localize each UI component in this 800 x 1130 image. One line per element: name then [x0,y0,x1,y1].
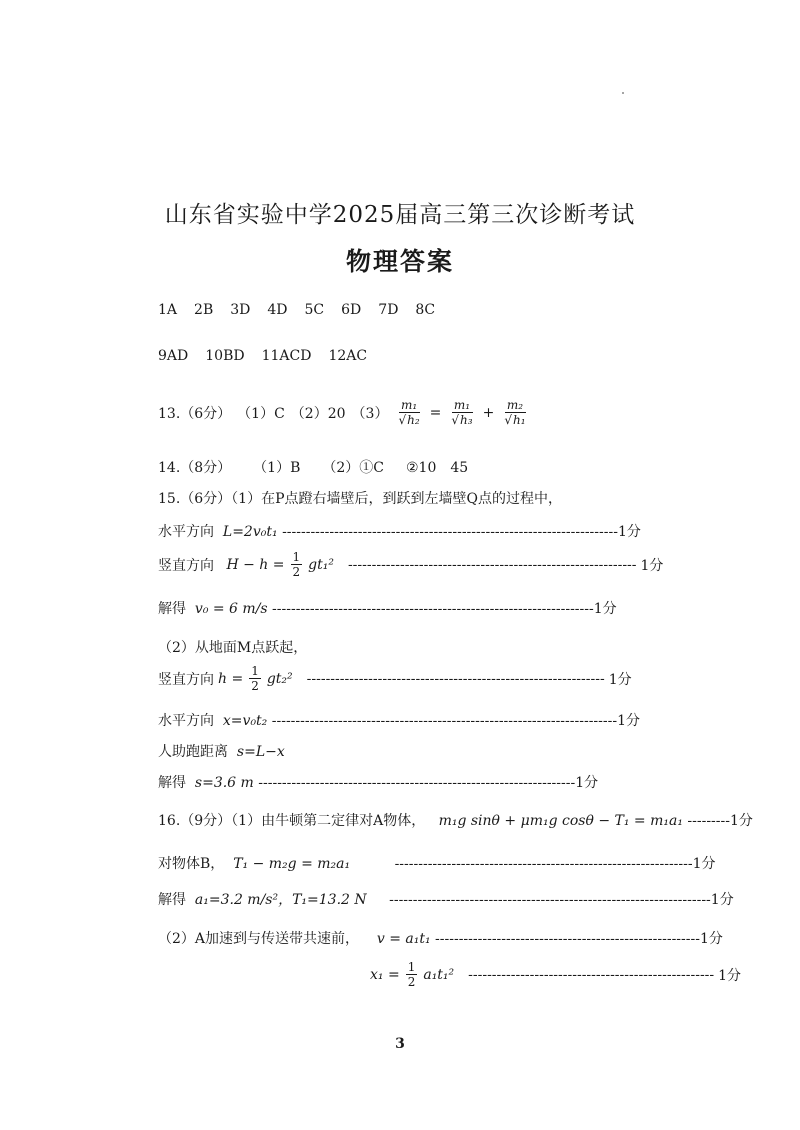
q16-line-1: 16.（9分）（1）由牛顿第二定律对A物体， m₁g sinθ + μm₁g cosθ − T₁ = m₁a₁ ---------1分 [158,813,753,829]
answer-9: 9AD [158,348,189,364]
q13-part2: （2）20 [290,405,346,422]
answer-12: 12AC [328,348,368,364]
q15-line-6: 人助跑距离 s=L−x [158,744,285,760]
q14-part1: （1）B [253,460,301,476]
q16-line-3: 解得 a₁=3.2 m/s²，T₁=13.2 N --------------------------------------------------------------------1分 [158,892,734,908]
q15-line-4: 竖直方向 h = $\frac{1}{2}$ gt₂² --------------------------------------------------------------- 1分 [158,664,632,693]
q14-line [158,457,468,477]
q15-half-fraction-2: $\frac{1}{2}$ [251,664,259,693]
q15-line-5: 水平方向 x=v₀t₂ -------------------------------------------------------------------------1分 [158,713,640,729]
q16-half-fraction: $\frac{1}{2}$ [407,960,416,989]
answer-1: 1A [158,302,178,318]
choice-answers-row-1 [158,302,452,318]
q14-part3: ②10 45 [406,460,469,476]
scan-speck [622,92,624,94]
answer-11: 11ACD [261,348,312,364]
page-number: 3 [395,1036,405,1052]
q15-intro: 15.（6分）（1）在P点蹬右墙壁后，到跃到左墙壁Q点的过程中， [158,491,562,507]
exam-title: 山东省实验中学2025届高三第三次诊断考试 [164,202,636,228]
q15-half-fraction: $\frac{1}{2}$ [292,550,301,579]
q13-part3: （3） [351,405,389,422]
answer-10: 10BD [205,348,245,364]
answer-5: 5C [304,302,325,318]
q14-label: 14.（8分） [158,460,232,476]
q16-line-5: x₁ = $\frac{1}{2}$ a₁t₁² ---------------------------------------------------- 1分 [370,960,742,989]
q15-line-7: 解得 s=3.6 m -------------------------------------------------------------------1分 [158,775,599,791]
q15-line-3: 解得 v₀ = 6 m/s --------------------------------------------------------------------1分 [158,601,617,617]
q16-line-2: 对物体B， T₁ − m₂g = m₂a₁ ---------------------------------------------------------------1分 [158,856,716,872]
q15-line-2: 竖直方向 H − h = $\frac{1}{2}$ gt₁² ------------------------------------------------------------- 1分 [158,550,664,579]
answer-7: 7D [378,302,399,318]
q16-intro: 16.（9分）（1）由牛顿第二定律对A物体， [158,813,426,829]
q13-label: 13.（6分） [158,405,232,422]
q13-part1: （1）C [237,405,285,422]
answer-4: 4D [267,302,288,318]
q16-line-4: （2）A加速到与传送带共速前， v = a₁t₁ --------------------------------------------------------1分 [158,931,723,947]
answer-6: 6D [341,302,362,318]
choice-answers-row-2 [158,348,384,364]
q13-line: 13.（6分） （1）C （2）20 （3） $\frac{\text{m₁}}{\text{√h₂}}$ = $\frac{\text{m₁}}{\text{√h₃}}$ + $\frac{\text{m₂}}{\text{√h₁}}$ [158,398,526,427]
q15-line-1: 水平方向 L=2v₀t₁ -----------------------------------------------------------------------1分 [158,524,641,540]
answer-8: 8C [415,302,436,318]
q13-fraction-3: $\frac{\text{m₂}}{\text{√h₁}}$ [504,398,526,427]
q13-fraction-1: $\frac{\text{m₁}}{\text{√h₂}}$ [398,398,420,427]
q13-fraction-2: $\frac{\text{m₁}}{\text{√h₃}}$ [451,398,473,427]
answer-3: 3D [230,302,251,318]
answer-subtitle: 物理答案 [345,247,454,276]
answer-2: 2B [194,302,214,318]
q15-part2-intro: （2）从地面M点跃起， [158,640,308,656]
q14-part2: （2）①C [322,460,384,476]
